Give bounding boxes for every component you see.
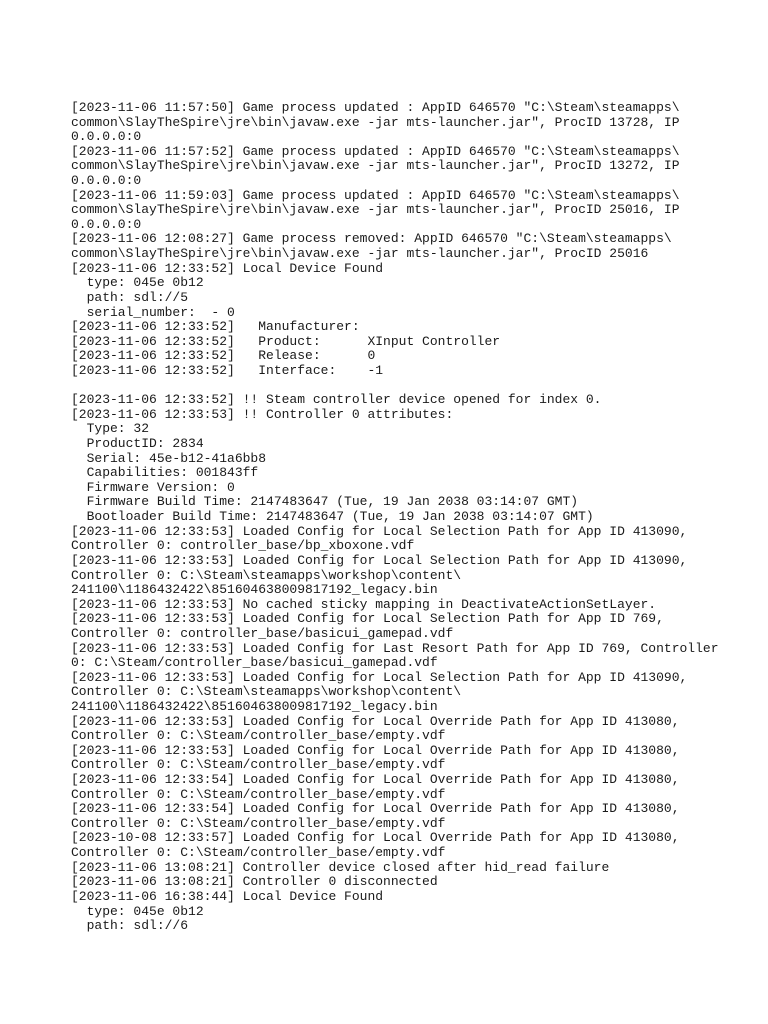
log-line: common\SlayTheSpire\jre\bin\javaw.exe -jar mts-launcher.jar", ProcID 25016, IP [71,202,680,218]
log-line: 0.0.0.0:0 [71,216,142,232]
log-line: [2023-11-06 12:33:53] Loaded Config for Local Override Path for App ID 413080, [71,713,680,729]
log-line: ProductID: 2834 [71,436,204,452]
log-line: [2023-11-06 12:33:53] No cached sticky mapping in DeactivateActionSetLayer. [71,596,657,612]
log-line [71,379,711,394]
log-line: [2023-11-06 12:33:53] Loaded Config for Local Selection Path for App ID 413090, [71,552,688,568]
log-line: [2023-11-06 16:38:44] Local Device Found [71,888,384,904]
log-line: [2023-11-06 12:33:54] Loaded Config for Local Override Path for App ID 413080, [71,772,680,788]
log-line: Controller 0: controller_base/basicui_gamepad.vdf [71,625,454,641]
log-line: type: 045e 0b12 [71,275,204,291]
log-line: path: sdl://5 [71,289,189,305]
log-line: [2023-11-06 12:33:52] Interface: -1 [71,362,384,378]
log-line: Controller 0: C:\Steam\steamapps\workshop\content\ [71,567,462,583]
log-line: 0: C:\Steam/controller_base/basicui_gamepad.vdf [71,655,438,671]
log-line: Controller 0: C:\Steam\steamapps\workshop\content\ [71,684,462,700]
log-line: [2023-11-06 12:33:52] Manufacturer: [71,319,360,335]
log-line: [2023-11-06 11:59:03] Game process updated : AppID 646570 "C:\Steam\steamapps\ [71,187,680,203]
log-line: [2023-11-06 12:33:52] Product: XInput Controller [71,333,501,349]
log-line: [2023-11-06 12:33:54] Loaded Config for Local Override Path for App ID 413080, [71,801,680,817]
log-line: Type: 32 [71,421,150,437]
log-line: 241100\1186432422\851604638009817192_legacy.bin [71,582,438,598]
log-line: common\SlayTheSpire\jre\bin\javaw.exe -jar mts-launcher.jar", ProcID 25016 [71,246,649,262]
log-line: [2023-11-06 13:08:21] Controller device closed after hid_read failure [71,859,610,875]
log-line: Bootloader Build Time: 2147483647 (Tue, 19 Jan 2038 03:14:07 GMT) [71,509,594,525]
log-line: Controller 0: controller_base/bp_xboxone.vdf [71,538,415,554]
log-line: [2023-11-06 12:33:52] Release: 0 [71,348,376,364]
log-line: 241100\1186432422\851604638009817192_legacy.bin [71,698,438,714]
log-line: [2023-11-06 12:33:53] Loaded Config for Local Override Path for App ID 413080, [71,742,680,758]
log-line: Controller 0: C:\Steam/controller_base/empty.vdf [71,845,446,861]
log-line: serial_number: - 0 [71,304,235,320]
log-line: Firmware Build Time: 2147483647 (Tue, 19 Jan 2038 03:14:07 GMT) [71,494,579,510]
log-line: Controller 0: C:\Steam/controller_base/empty.vdf [71,786,446,802]
log-line: [2023-11-06 12:33:53] Loaded Config for Local Selection Path for App ID 413090, [71,523,688,539]
log-line: Controller 0: C:\Steam/controller_base/empty.vdf [71,815,446,831]
log-line: [2023-11-06 11:57:52] Game process updated : AppID 646570 "C:\Steam\steamapps\ [71,143,680,159]
log-line: [2023-10-08 12:33:57] Loaded Config for Local Override Path for App ID 413080, [71,830,680,846]
log-line: [2023-11-06 13:08:21] Controller 0 disconnected [71,874,438,890]
log-line: [2023-11-06 12:33:53] Loaded Config for Last Resort Path for App ID 769, Controller [71,640,719,656]
log-line: Controller 0: C:\Steam/controller_base/empty.vdf [71,728,446,744]
log-line: Capabilities: 001843ff [71,465,259,481]
log-line: [2023-11-06 11:57:50] Game process updated : AppID 646570 "C:\Steam\steamapps\ [71,100,680,115]
log-line: type: 045e 0b12 [71,903,204,919]
log-line: path: sdl://6 [71,918,189,934]
log-line: [2023-11-06 12:33:53] Loaded Config for Local Selection Path for App ID 769, [71,611,664,627]
log-line: Firmware Version: 0 [71,479,235,495]
log-line: common\SlayTheSpire\jre\bin\javaw.exe -jar mts-launcher.jar", ProcID 13272, IP [71,158,680,174]
log-line: common\SlayTheSpire\jre\bin\javaw.exe -jar mts-launcher.jar", ProcID 13728, IP [71,114,680,130]
log-line: [2023-11-06 12:33:52] !! Steam controller device opened for index 0. [71,392,602,408]
log-line: Serial: 45e-b12-41a6bb8 [71,450,267,466]
log-line: [2023-11-06 12:33:53] !! Controller 0 attributes: [71,406,454,422]
log-line: [2023-11-06 12:08:27] Game process removed: AppID 646570 "C:\Steam\steamapps\ [71,231,672,247]
log-line: Controller 0: C:\Steam/controller_base/empty.vdf [71,757,446,773]
log-text-block [71,100,719,934]
log-line: [2023-11-06 12:33:53] Loaded Config for Local Selection Path for App ID 413090, [71,669,688,685]
log-line: 0.0.0.0:0 [71,173,142,189]
log-line: [2023-11-06 12:33:52] Local Device Found [71,260,384,276]
log-line: 0.0.0.0:0 [71,129,142,145]
